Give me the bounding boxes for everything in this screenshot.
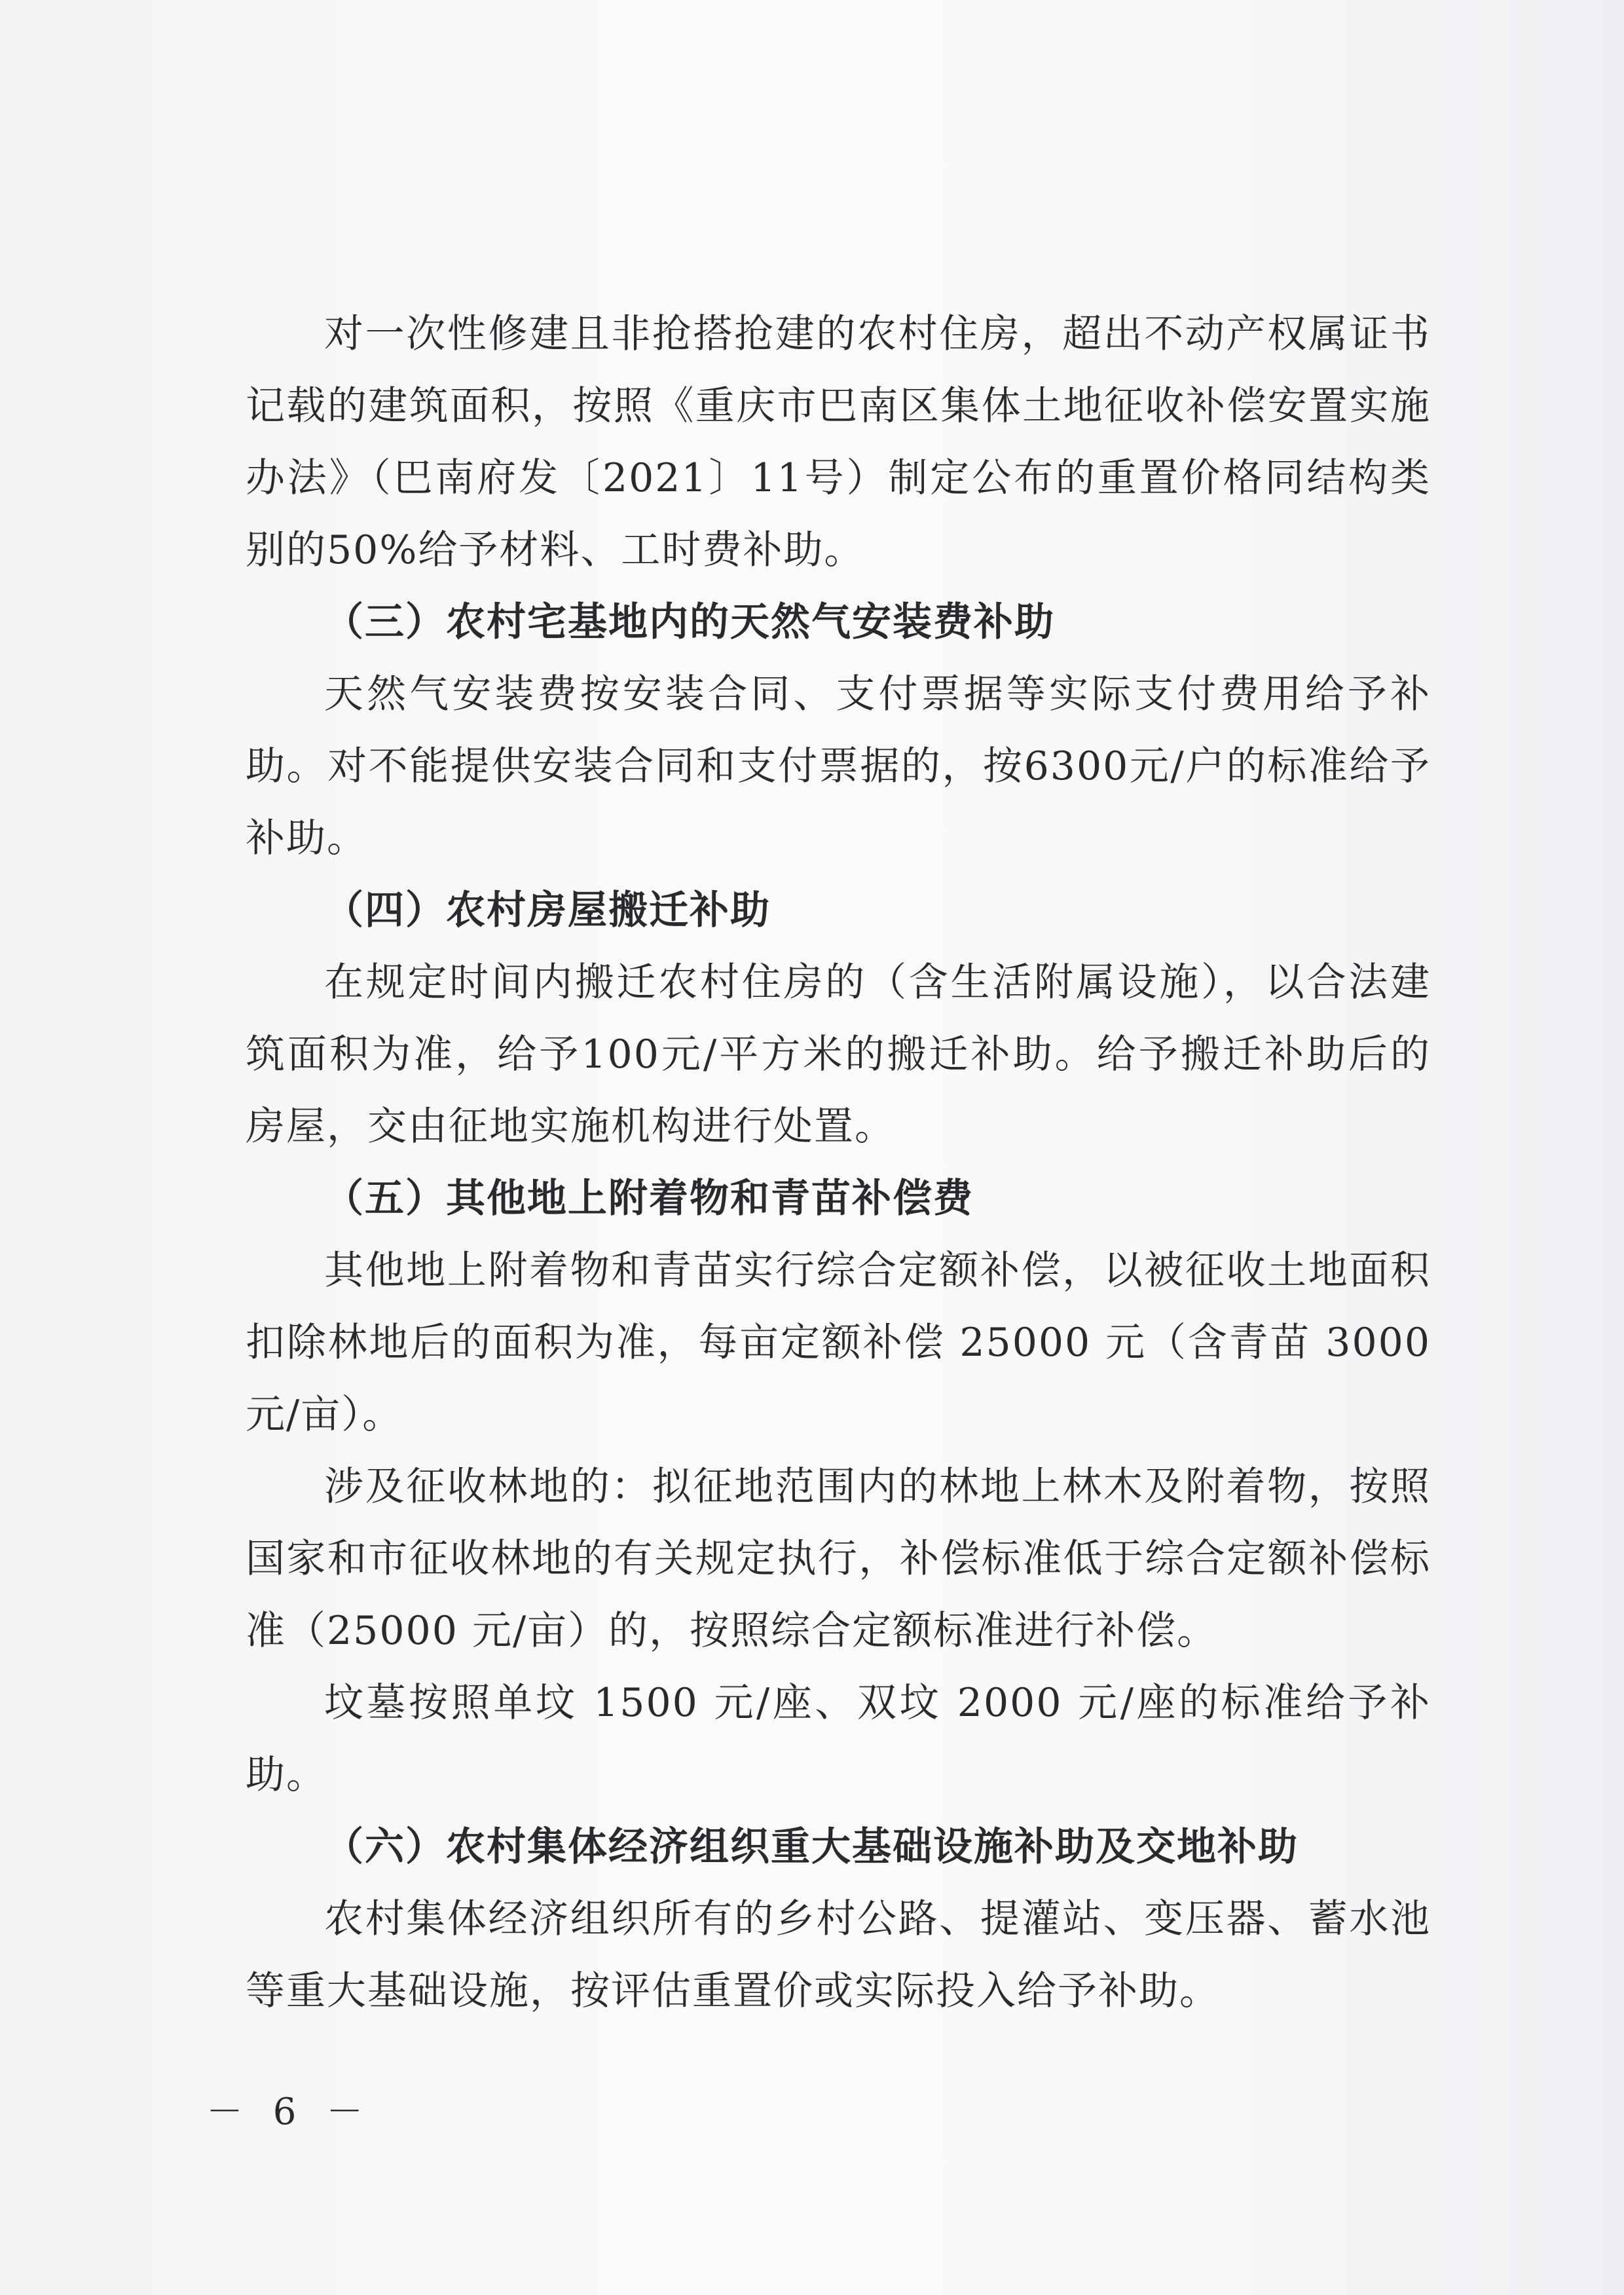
- paragraph-graves: 坟墓按照单坟 1500 元/座、双坟 2000 元/座的标准给予补助。: [246, 1680, 1431, 1798]
- heading-attachments-crops-compensation: （五）其他地上附着物和青苗补偿费: [324, 1176, 974, 1222]
- paragraph-gas-installation: 天然气安装费按安装合同、支付票据等实际支付费用给予补助。对不能提供安装合同和支付票据的，按6300元/户的标准给予补助。: [246, 671, 1431, 861]
- paragraph-material-subsidy: 对一次性修建且非抢搭抢建的农村住房，超出不动产权属证书记载的建筑面积，按照《重庆市巴南区集体土地征收补偿安置实施办法》（巴南府发〔2021〕11号）制定公布的重置价格同结构类别的50%给予材料、工时费补助。: [246, 311, 1431, 573]
- heading-house-relocation-subsidy: （四）农村房屋搬迁补助: [324, 887, 771, 933]
- page-number: － 6 －: [206, 2091, 373, 2133]
- paragraph-infrastructure: 农村集体经济组织所有的乡村公路、提灌站、变压器、蓄水池等重大基础设施，按评估重置价或实际投入给予补助。: [246, 1896, 1431, 2014]
- paragraph-house-relocation: 在规定时间内搬迁农村住房的（含生活附属设施），以合法建筑面积为准，给予100元/平方米的搬迁补助。给予搬迁补助后的房屋，交由征地实施机构进行处置。: [246, 960, 1431, 1149]
- document-body: [246, 298, 1431, 2027]
- paragraph-forest-land: 涉及征收林地的：拟征地范围内的林地上林木及附着物，按照国家和市征收林地的有关规定执行，补偿标准低于综合定额补偿标准（25000 元/亩）的，按照综合定额标准进行补偿。: [246, 1464, 1431, 1654]
- heading-gas-installation-subsidy: （三）农村宅基地内的天然气安装费补助: [324, 599, 1055, 645]
- heading-infrastructure-subsidy: （六）农村集体经济组织重大基础设施补助及交地补助: [324, 1824, 1299, 1870]
- paragraph-attachments-crops: 其他地上附着物和青苗实行综合定额补偿，以被征收土地面积扣除林地后的面积为准，每亩定额补偿 25000 元（含青苗 3000 元/亩）。: [246, 1248, 1431, 1438]
